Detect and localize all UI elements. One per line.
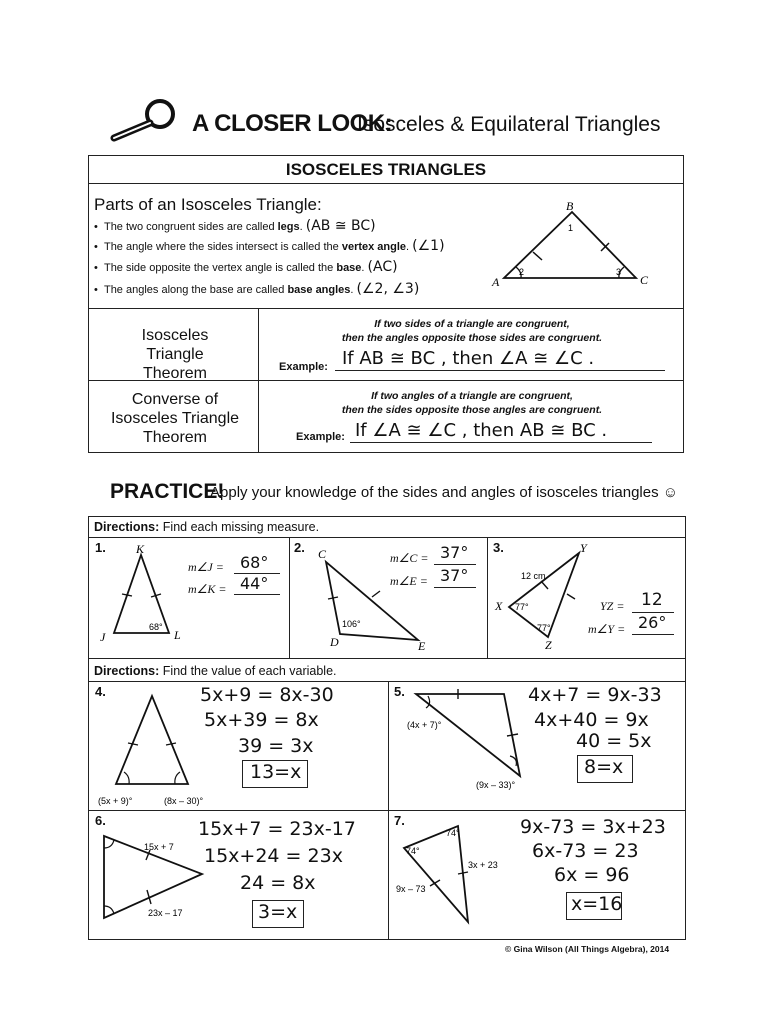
theorem-name: Isosceles Triangle Theorem — [141, 327, 209, 382]
isosceles-diagram — [488, 196, 658, 296]
divider — [88, 810, 686, 811]
triangle-diagram — [392, 684, 532, 796]
work-line: 4x+7 = 9x-33 — [528, 684, 662, 706]
answer: 37° — [440, 543, 469, 562]
vertex-label: X — [495, 599, 503, 613]
divider — [88, 658, 686, 659]
section-heading: ISOSCELES TRIANGLES — [285, 160, 487, 179]
divider — [88, 308, 684, 309]
example-line — [335, 370, 665, 371]
list-item: • The angle where the sides intersect is called the vertex angle. (∠1) — [94, 238, 445, 254]
divider — [88, 537, 686, 538]
measure-label: m∠Y = — [588, 622, 626, 636]
measure-label: m∠E = — [390, 574, 428, 588]
theorem-statement: If two sides of a triangle are congruent, then the angles opposite those sides are congruent. — [341, 318, 603, 344]
vertex-label: A — [492, 275, 500, 289]
angle-label: 68° — [149, 622, 163, 632]
theorem-name: Converse of Isosceles Triangle Theorem — [110, 391, 240, 446]
work-line: 24 = 8x — [240, 872, 316, 894]
vertex-label: K — [136, 542, 145, 556]
divider — [289, 537, 290, 658]
answer: 3=x — [258, 901, 298, 923]
triangle-diagram — [493, 541, 598, 656]
angle-label: (9x – 33)° — [476, 780, 516, 790]
directions-1: Directions: Find each missing measure. — [94, 520, 320, 534]
divider — [487, 537, 488, 658]
vertex-label: L — [174, 628, 181, 642]
example-label: Example: — [296, 431, 345, 443]
angle-label: 2 — [519, 267, 525, 277]
vertex-label: B — [566, 199, 574, 213]
problem-number: 7. — [394, 813, 405, 828]
practice-subtitle: Apply your knowledge of the sides and angles of isosceles triangles ☺ — [210, 484, 679, 501]
problem-number: 6. — [95, 813, 106, 828]
vertex-label: C — [640, 273, 649, 287]
measure-label: m∠K = — [188, 582, 227, 596]
problem-number: 4. — [95, 684, 106, 699]
angle-label: (8x – 30)° — [164, 796, 204, 806]
answer: 37° — [440, 566, 469, 585]
work-line: 39 = 3x — [238, 735, 314, 757]
page-subtitle: Isosceles & Equilateral Triangles — [357, 113, 661, 136]
triangle-diagram — [92, 688, 222, 810]
problem-number: 5. — [394, 684, 405, 699]
angle-label: 1 — [568, 223, 574, 233]
answer: 26° — [638, 613, 667, 632]
angle-label: (4x + 7)° — [407, 720, 442, 730]
angle-label: 77° — [537, 623, 551, 633]
work-line: 15x+24 = 23x — [204, 845, 343, 867]
triangle-diagram — [94, 824, 214, 934]
answer: 12 — [641, 590, 663, 610]
work-line: 9x-73 = 3x+23 — [520, 816, 666, 838]
answer: 13=x — [250, 761, 302, 783]
problem-number: 3. — [493, 540, 504, 555]
work-line: 15x+7 = 23x-17 — [198, 818, 356, 840]
divider — [258, 308, 259, 453]
vertex-label: C — [318, 547, 327, 561]
magnifier-icon — [108, 96, 178, 142]
answer: 44° — [240, 574, 269, 593]
side-label: 23x – 17 — [148, 908, 183, 918]
measure-label: m∠C = — [390, 551, 429, 565]
work-line: 4x+40 = 9x — [534, 709, 649, 731]
vertex-label: Y — [580, 541, 587, 555]
side-label: 15x + 7 — [144, 842, 174, 852]
answer-line — [234, 594, 280, 595]
divider — [88, 183, 684, 184]
measure-label: YZ = — [600, 599, 625, 613]
parts-title: Parts of an Isosceles Triangle: — [94, 195, 322, 214]
list-item: • The two congruent sides are called legs. (AB ≅ BC) — [94, 218, 376, 234]
problem-number: 2. — [294, 540, 305, 555]
angle-label: 74° — [446, 828, 460, 838]
example-answer: If AB ≅ BC , then ∠A ≅ ∠C . — [342, 348, 595, 369]
angle-label: (5x + 9)° — [98, 796, 133, 806]
list-item: • The side opposite the vertex angle is called the base. (AC) — [94, 259, 398, 275]
side-label: 12 cm — [521, 571, 546, 581]
problem-number: 1. — [95, 540, 106, 555]
triangle-diagram — [392, 816, 516, 926]
directions-2: Directions: Find the value of each variable. — [94, 664, 337, 678]
vertex-label: D — [330, 635, 339, 649]
measure-label: m∠J = — [188, 560, 224, 574]
work-line: 6x-73 = 23 — [532, 840, 639, 862]
vertex-label: Z — [545, 638, 552, 652]
answer-line — [434, 564, 476, 565]
theorem-statement: If two angles of a triangle are congruent, then the sides opposite those angles are congruent. — [341, 390, 603, 416]
work-line: 5x+9 = 8x-30 — [200, 684, 334, 706]
answer: x=16 — [571, 893, 623, 915]
answer-line — [434, 587, 476, 588]
example-label: Example: — [279, 361, 328, 373]
work-line: 5x+39 = 8x — [204, 709, 319, 731]
answer: 8=x — [584, 756, 624, 778]
angle-label: 77° — [515, 602, 529, 612]
triangle-diagram — [96, 541, 196, 646]
work-line: 40 = 5x — [576, 730, 652, 752]
side-label: 3x + 23 — [468, 860, 498, 870]
vertex-label: E — [418, 639, 426, 653]
list-item: • The angles along the base are called base angles. (∠2, ∠3) — [94, 281, 420, 297]
vertex-label: J — [100, 630, 106, 644]
practice-title: PRACTICE! — [110, 480, 225, 503]
page-title: A CLOSER LOOK: — [192, 110, 393, 137]
angle-label: 74° — [406, 846, 420, 856]
work-line: 6x = 96 — [554, 864, 630, 886]
answer: 68° — [240, 553, 269, 572]
angle-label: 106° — [342, 619, 361, 629]
copyright: © Gina Wilson (All Things Algebra), 2014 — [505, 944, 670, 954]
divider — [88, 681, 686, 682]
example-answer: If ∠A ≅ ∠C , then AB ≅ BC . — [355, 420, 608, 441]
answer-line — [632, 634, 674, 635]
angle-label: 3 — [616, 267, 622, 277]
side-label: 9x – 73 — [396, 884, 426, 894]
example-line — [350, 442, 652, 443]
